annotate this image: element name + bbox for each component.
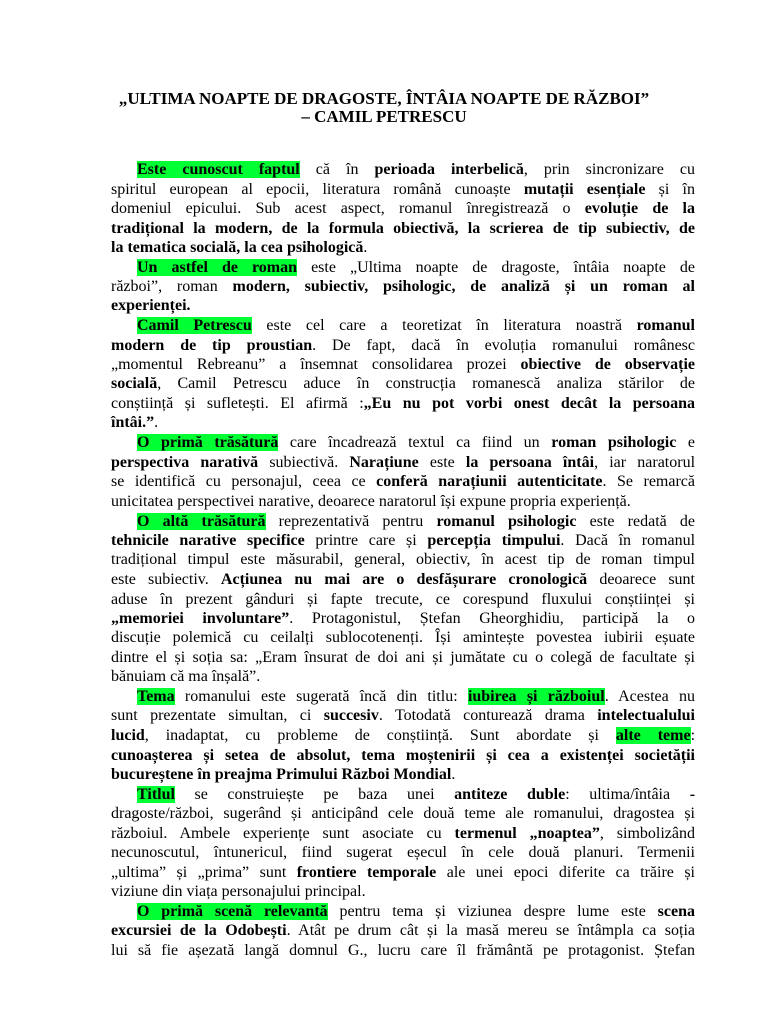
text-line [111, 609, 695, 629]
text-run: . Acestea nu [604, 688, 696, 705]
text-run: e [676, 434, 696, 451]
text-line [111, 667, 695, 687]
text-run: discuție polemică cu ceilalți sublocotenenți. Își amintește povestea iubirii eșuate [111, 629, 695, 646]
text-run: subiectivă. [258, 454, 350, 471]
text-run: bănuiam că ma înșală”. [111, 668, 261, 685]
highlighted-phrase: O altă trăsătură [137, 513, 266, 530]
text-run: este subiectiv. [111, 571, 221, 588]
text-line [111, 374, 695, 394]
text-line [111, 921, 695, 941]
text-line [111, 824, 695, 844]
bold-phrase: excursiei de la Odobești [111, 922, 287, 939]
text-run: reprezentativă pentru [265, 513, 437, 530]
text-line [111, 394, 695, 414]
bold-phrase: mutații esențiale [523, 181, 646, 198]
bold-phrase: antiteze duble [454, 786, 566, 803]
text-line [137, 687, 695, 707]
text-run: aduse în prezent gânduri și fapte trecute, ce corespund fluxului conștiinței și [111, 591, 695, 608]
text-run: sunt prezentate simultan, ci [111, 707, 324, 724]
bold-phrase: experienței. [111, 297, 191, 314]
bold-phrase: „Eu nu pot vorbi onest decât la persoana [363, 395, 696, 412]
text-run: pentru tema și viziunea despre lume este [327, 903, 658, 920]
text-run: . Dacă în romanul [560, 532, 696, 549]
text-run: care încadrează textul ca fiind un [278, 434, 552, 451]
highlighted-phrase: alte teme [615, 727, 691, 744]
bold-phrase: romanul [636, 317, 695, 334]
highlighted-phrase: iubirea și războiul [467, 688, 605, 705]
text-run: este redată de [576, 513, 695, 530]
bold-phrase: evoluție de la [584, 200, 696, 217]
text-line [111, 336, 695, 356]
text-run: tradițional timpul este măsurabil, general, obiectiv, în acest tip de roman timpul [111, 551, 695, 568]
text-run: , inadaptat, cu probleme de conștiință. Sunt abordate și [144, 727, 616, 744]
text-run: . De fapt, dacă în evoluția romanului românesc [312, 337, 695, 354]
bold-phrase: modern, subiectiv, psihologic, de analiză și un roman al [232, 278, 696, 295]
text-line [111, 180, 695, 200]
bold-phrase: tehnicile narative specifice [111, 532, 305, 549]
text-run: „ultima” și „prima” sunt [111, 864, 297, 881]
text-run: . [363, 239, 368, 256]
text-line [111, 843, 695, 863]
text-line [111, 648, 695, 668]
text-line [111, 492, 695, 512]
bold-phrase: bucureștene în preajma Primului Război Mondial [111, 766, 452, 783]
bold-phrase: termenul „noaptea” [454, 825, 600, 842]
text-line [137, 512, 695, 532]
bold-phrase: socială [111, 375, 158, 392]
text-line [137, 258, 695, 278]
text-run: deoarece sunt [587, 571, 695, 588]
bold-phrase: Acțiunea nu mai are o desfășurare cronologică [220, 571, 588, 588]
bold-phrase: intelectualului [597, 707, 695, 724]
text-line [111, 453, 695, 473]
text-run: război”, roman [111, 278, 233, 295]
text-run: romanului este sugerată încă din titlu: [174, 688, 468, 705]
text-run: printre care și [304, 532, 428, 549]
text-line [111, 219, 695, 239]
text-run: este „Ultima noapte de dragoste, întâia noapte de [297, 259, 696, 276]
text-run: . Totodată conturează drama [378, 707, 598, 724]
text-line [111, 628, 695, 648]
bold-phrase: la persoana întâi [465, 454, 595, 471]
text-run: . Se remarcă [602, 473, 695, 490]
text-run: : ultima/întâia [565, 786, 690, 803]
text-line [111, 746, 695, 766]
text-line [111, 804, 695, 824]
text-run: spiritul european al epocii, literatura română cunoaște [111, 181, 524, 198]
bold-phrase: perioada interbelică [374, 161, 524, 178]
text-line [111, 199, 695, 219]
bold-phrase: scena [657, 903, 695, 920]
bold-phrase: succesiv [323, 707, 379, 724]
text-line [111, 413, 695, 433]
bold-phrase: - [689, 786, 696, 803]
text-line [111, 472, 695, 492]
bold-phrase: „memoriei involuntare” [111, 610, 290, 627]
text-line [111, 531, 695, 551]
text-run: conștiință și sufletești. El afirmă : [111, 395, 364, 412]
text-line [111, 726, 695, 746]
text-run: „momentul Rebreanu” a însemnat consolidarea prozei [111, 356, 521, 373]
highlighted-phrase: O primă scenă relevantă [137, 903, 328, 920]
text-line [137, 433, 695, 453]
text-run: : [690, 727, 696, 744]
document-title: „ULTIMA NOAPTE DE DRAGOSTE, ÎNTÂIA NOAPTE DE RĂZBOI” [118, 89, 650, 108]
text-line [111, 706, 695, 726]
text-run: . Protagonistul, Ștefan Gheorghidiu, participă la o [289, 610, 696, 627]
bold-phrase: roman psihologic [551, 434, 677, 451]
text-line [137, 316, 695, 336]
text-run: este [418, 454, 466, 471]
text-run: ale unei epoci diferite ca trăire și [436, 864, 695, 881]
text-line [137, 785, 695, 805]
text-line [111, 941, 695, 961]
text-line [111, 570, 695, 590]
text-line [111, 765, 695, 785]
text-run: necunoscutul, întunericul, fiind sugerat eșecul în cele două planuri. Termenii [111, 844, 695, 861]
highlighted-phrase: Un astfel de roman [137, 259, 298, 276]
bold-phrase: la tematica socială, la cea psihologică [111, 239, 364, 256]
bold-phrase: romanul psihologic [436, 513, 577, 530]
highlighted-phrase: O primă trăsătură [137, 434, 279, 451]
text-run: se identifică cu personajul, ceea ce [111, 473, 377, 490]
highlighted-phrase: Tema [137, 688, 175, 705]
highlighted-phrase: Este cunoscut faptul [137, 161, 300, 178]
text-line [137, 902, 695, 922]
text-line [111, 882, 695, 902]
text-run: unicitatea perspectivei narative, deoarece naratorul își expune propria experiență. [111, 493, 631, 510]
text-run: și în [645, 181, 695, 198]
bold-phrase: conferă narațiunii autenticitate [376, 473, 603, 490]
text-run: domeniul epicului. Sub acest aspect, romanul înregistrează o [111, 200, 585, 217]
text-run: . [451, 766, 456, 783]
text-run: . [154, 414, 159, 431]
bold-phrase: cunoașterea și setea de absolut, tema moștenirii și cea a existenței societății [111, 747, 695, 764]
bold-phrase: modern de tip proustian [111, 337, 313, 354]
text-line [111, 590, 695, 610]
text-line [111, 355, 695, 375]
text-run: dintre el și soția sa: „Eram însurat de doi ani și jumătate cu o colegă de facultate și [111, 649, 695, 666]
bold-phrase: întâi.” [111, 414, 155, 431]
text-run: este cel care a teoretizat în literatura noastră [251, 317, 637, 334]
text-line [111, 550, 695, 570]
text-run: lui să fie așezată langă domnul G., lucru care îl frământă pe protagonist. Ștefan [111, 942, 695, 959]
text-run: viziune din viața personajului principal. [111, 883, 366, 900]
text-line [137, 160, 695, 180]
text-run: războiul. Ambele experiențe sunt asociate cu [111, 825, 455, 842]
text-run: , Camil Petrescu aduce în construcția romanescă analiza stărilor de [157, 375, 695, 392]
text-line [111, 238, 695, 258]
bold-phrase: frontiere temporale [296, 864, 437, 881]
highlighted-phrase: Titlul [137, 786, 175, 803]
bold-phrase: lucid [111, 727, 145, 744]
text-run: . Atât pe drum cât și la masă mereu se întâmpla ca soția [286, 922, 695, 939]
text-line [111, 277, 695, 297]
text-run: dragoste/război, sugerând și anticipând cele două teme ale romanului, dragostea și [111, 805, 695, 822]
text-run: , prin sincronizare cu [523, 161, 695, 178]
document-subtitle: – CAMIL PETRESCU [301, 107, 467, 126]
text-run: că în [299, 161, 375, 178]
bold-phrase: percepția timpului [427, 532, 561, 549]
text-run: se construiește pe baza unei [174, 786, 455, 803]
bold-phrase: obiective de observație [520, 356, 695, 373]
text-line [111, 296, 695, 316]
text-run: , iar naratorul [594, 454, 696, 471]
highlighted-phrase: Camil Petrescu [137, 317, 252, 334]
text-run: , simbolizând [599, 825, 696, 842]
bold-phrase: Narațiune [349, 454, 419, 471]
bold-phrase: tradițional la modern, de la formula obiectivă, la scrierea de tip subiectiv, de [111, 220, 695, 237]
bold-phrase: perspectiva narativă [111, 454, 259, 471]
text-line [111, 863, 695, 883]
